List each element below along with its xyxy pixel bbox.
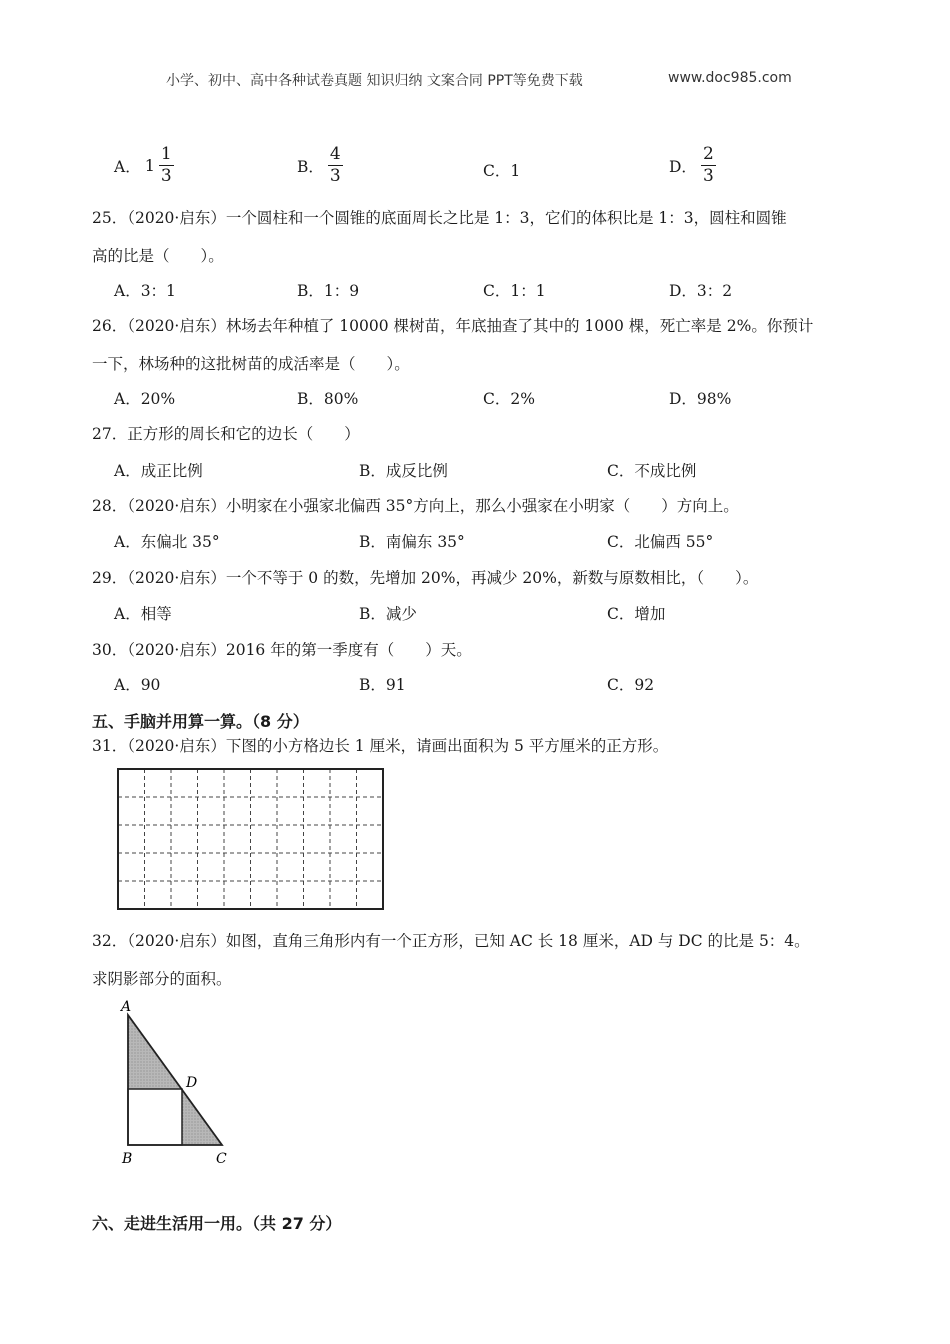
q27-option-c: C．不成比例 [607, 462, 697, 480]
label-a: A [121, 999, 132, 1015]
header-text: 小学、初中、高中各种试卷真题 知识归纳 文案合同 PPT等免费下载 [166, 73, 583, 89]
q24-option-d: D． $\frac{2}{3}$ [669, 144, 714, 186]
q26-option-d: D．98% [669, 390, 732, 408]
q25-text-line1: 25．（2020·启东）一个圆柱和一个圆锥的底面周长之比是 1：3，它们的体积比是 1：3，圆柱和圆锥 [92, 209, 787, 227]
q27-option-b: B．成反比例 [359, 462, 448, 480]
q29-option-a: A．相等 [114, 605, 172, 623]
grid-lines [118, 769, 383, 909]
q32-triangle-figure [110, 995, 250, 1170]
q29-option-b: B．减少 [359, 605, 417, 623]
q29-option-c: C．增加 [607, 605, 666, 623]
q24-option-c: C．1 [483, 162, 521, 180]
q25-text-line2: 高的比是（ ）。 [92, 247, 224, 265]
q24-option-a: A． 1 $\frac{1}{3}$ [114, 144, 172, 186]
q26-option-b: B．80% [297, 390, 359, 408]
q32-text-line2: 求阴影部分的面积。 [92, 970, 232, 988]
q30-text: 30．（2020·启东）2016 年的第一季度有（ ）天。 [92, 641, 472, 659]
q30-option-c: C．92 [607, 676, 655, 694]
q30-option-a: A．90 [114, 676, 161, 694]
q28-text: 28．（2020·启东）小明家在小强家北偏西 35°方向上，那么小强家在小明家（ ）方向上。 [92, 497, 739, 515]
q25-option-d: D．3：2 [669, 282, 733, 300]
q31-grid-figure [116, 767, 386, 912]
q28-option-b: B．南偏东 35° [359, 533, 465, 551]
section-5-title: 五、手脑并用算一算。（8 分） [92, 712, 309, 731]
q29-text: 29．（2020·启东）一个不等于 0 的数，先增加 20%，再减少 20%，新数与原数相比，（ ）。 [92, 569, 759, 587]
inner-square [128, 1089, 182, 1145]
q28-option-c: C．北偏西 55° [607, 533, 714, 551]
label-b: B [122, 1151, 133, 1167]
q30-option-b: B．91 [359, 676, 406, 694]
q27-text: 27．正方形的周长和它的边长（ ） [92, 425, 360, 443]
q25-option-c: C．1：1 [483, 282, 546, 300]
q32-text-line1: 32．（2020·启东）如图，直角三角形内有一个正方形，已知 AC 长 18 厘米，AD 与 DC 的比是 5：4。 [92, 932, 810, 950]
q25-option-b: B．1：9 [297, 282, 360, 300]
q28-option-a: A．东偏北 35° [114, 533, 220, 551]
label-d: D [186, 1075, 198, 1091]
q26-text-line2: 一下，林场种的这批树苗的成活率是（ ）。 [92, 355, 410, 373]
q26-option-a: A．20% [114, 390, 176, 408]
q27-option-a: A．成正比例 [114, 462, 203, 480]
q31-text: 31．（2020·启东）下图的小方格边长 1 厘米，请画出面积为 5 平方厘米的正方形。 [92, 737, 669, 755]
q25-option-a: A．3：1 [114, 282, 176, 300]
section-6-title: 六、走进生活用一用。（共 27 分） [92, 1214, 342, 1233]
q26-option-c: C．2% [483, 390, 535, 408]
label-c: C [216, 1151, 227, 1167]
header-site-link[interactable]: www.doc985.com [668, 70, 792, 86]
q24-option-b: B． $\frac{4}{3}$ [297, 144, 341, 186]
q26-text-line1: 26．（2020·启东）林场去年种植了 10000 棵树苗，年底抽查了其中的 1000 棵，死亡率是 2%。你预计 [92, 317, 814, 335]
